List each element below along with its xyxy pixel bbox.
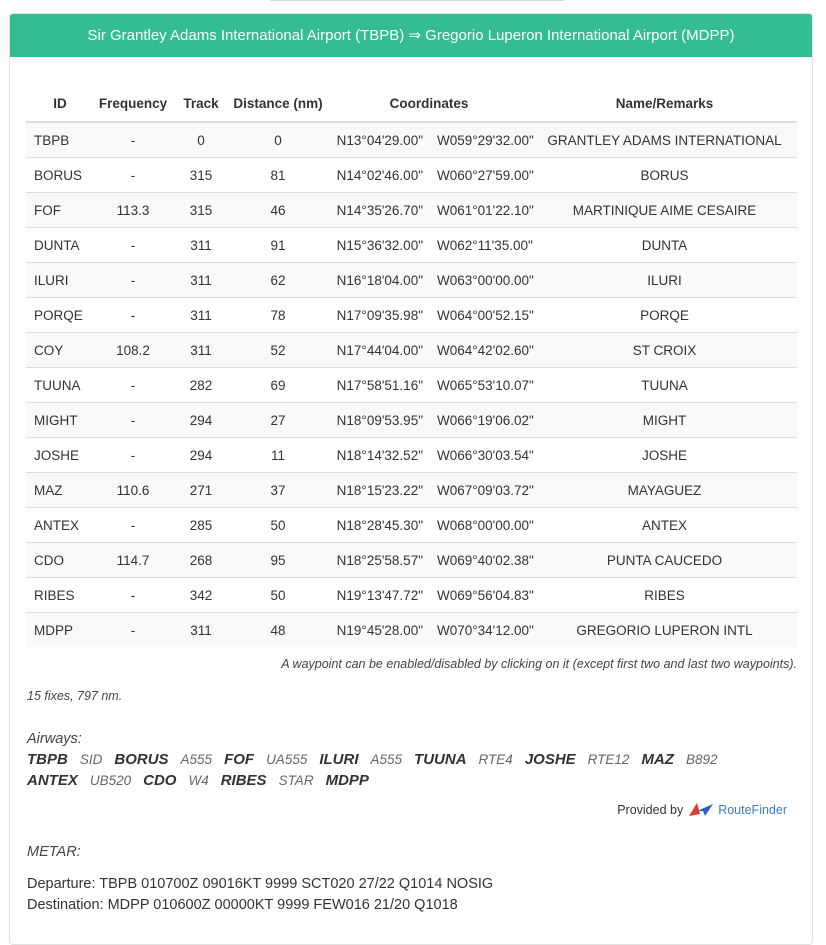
- cell-latitude: N14°02'46.00": [326, 158, 430, 193]
- airway-waypoint: MAZ: [641, 751, 674, 768]
- cell-id: MIGHT: [26, 403, 94, 438]
- top-divider: [270, 0, 564, 1]
- waypoint-row[interactable]: [26, 122, 797, 158]
- cell-longitude: W067°09'03.72": [430, 473, 532, 508]
- cell-latitude: N18°28'45.30": [326, 508, 430, 543]
- cell-frequency: -: [94, 578, 172, 613]
- airway-waypoint: CDO: [143, 772, 177, 789]
- cell-id: PORQE: [26, 298, 94, 333]
- cell-latitude: N17°58'51.16": [326, 368, 430, 403]
- cell-frequency: -: [94, 228, 172, 263]
- cell-track: 294: [172, 403, 230, 438]
- cell-name-remarks: GRANTLEY ADAMS INTERNATIONAL: [532, 122, 797, 158]
- route-title: Sir Grantley Adams International Airport (TBPB) ⇒ Gregorio Luperon International Airport (MDPP): [10, 14, 812, 57]
- cell-track: 285: [172, 508, 230, 543]
- cell-longitude: W064°00'52.15": [430, 298, 532, 333]
- cell-latitude: N15°36'32.00": [326, 228, 430, 263]
- airway-segment: W4: [188, 773, 209, 788]
- cell-distance: 52: [230, 333, 326, 368]
- cell-track: 282: [172, 368, 230, 403]
- route-panel: [9, 13, 813, 945]
- metar-departure: Departure: TBPB 010700Z 09016KT 9999 SCT020 27/22 Q1014 NOSIG: [27, 876, 494, 892]
- airway-segment: RTE4: [478, 752, 513, 767]
- airway-waypoint: MDPP: [325, 772, 369, 789]
- cell-name-remarks: MARTINIQUE AIME CESAIRE: [532, 193, 797, 228]
- cell-name-remarks: TUUNA: [532, 368, 797, 403]
- cell-longitude: W060°27'59.00": [430, 158, 532, 193]
- cell-id: MDPP: [26, 613, 94, 648]
- cell-id: TUUNA: [26, 368, 94, 403]
- waypoint-row[interactable]: [26, 508, 797, 543]
- cell-distance: 78: [230, 298, 326, 333]
- cell-name-remarks: DUNTA: [532, 228, 797, 263]
- cell-id: JOSHE: [26, 438, 94, 473]
- waypoint-row[interactable]: [26, 298, 797, 333]
- column-header-distance: Distance (nm): [230, 86, 326, 122]
- cell-distance: 37: [230, 473, 326, 508]
- cell-longitude: W064°42'02.60": [430, 333, 532, 368]
- cell-distance: 11: [230, 438, 326, 473]
- airway-segment: STAR: [278, 773, 314, 788]
- column-header-id: ID: [26, 86, 94, 122]
- airway-segment: A555: [370, 752, 403, 767]
- cell-distance: 81: [230, 158, 326, 193]
- cell-distance: 27: [230, 403, 326, 438]
- airway-waypoint: JOSHE: [524, 751, 576, 768]
- cell-latitude: N18°25'58.57": [326, 543, 430, 578]
- cell-longitude: W063°00'00.00": [430, 263, 532, 298]
- cell-latitude: N17°44'04.00": [326, 333, 430, 368]
- column-header-track: Track: [172, 86, 230, 122]
- cell-latitude: N16°18'04.00": [326, 263, 430, 298]
- cell-distance: 62: [230, 263, 326, 298]
- cell-track: 271: [172, 473, 230, 508]
- cell-frequency: -: [94, 298, 172, 333]
- waypoint-row[interactable]: [26, 403, 797, 438]
- cell-track: 311: [172, 333, 230, 368]
- cell-name-remarks: MIGHT: [532, 403, 797, 438]
- airway-waypoint: BORUS: [114, 751, 169, 768]
- cell-name-remarks: JOSHE: [532, 438, 797, 473]
- cell-id: BORUS: [26, 158, 94, 193]
- waypoint-row[interactable]: [26, 473, 797, 508]
- cell-id: FOF: [26, 193, 94, 228]
- waypoint-row[interactable]: [26, 158, 797, 193]
- cell-id: RIBES: [26, 578, 94, 613]
- cell-id: COY: [26, 333, 94, 368]
- cell-latitude: N18°09'53.95": [326, 403, 430, 438]
- airways-label: Airways:: [27, 731, 82, 747]
- cell-track: 315: [172, 193, 230, 228]
- cell-frequency: -: [94, 613, 172, 648]
- airway-waypoint: RIBES: [220, 772, 267, 789]
- airway-segment: UB520: [89, 773, 132, 788]
- routefinder-link[interactable]: RouteFinder: [718, 803, 787, 817]
- airway-waypoint: ILURI: [319, 751, 359, 768]
- cell-track: 311: [172, 228, 230, 263]
- cell-id: DUNTA: [26, 228, 94, 263]
- airway-segment: SID: [79, 752, 103, 767]
- cell-frequency: -: [94, 438, 172, 473]
- waypoint-row[interactable]: [26, 263, 797, 298]
- cell-name-remarks: ILURI: [532, 263, 797, 298]
- waypoint-toggle-note: A waypoint can be enabled/disabled by clicking on it (except first two and last two waypoints).: [281, 657, 797, 671]
- cell-distance: 50: [230, 508, 326, 543]
- cell-frequency: -: [94, 263, 172, 298]
- cell-frequency: 113.3: [94, 193, 172, 228]
- cell-latitude: N18°15'23.22": [326, 473, 430, 508]
- cell-name-remarks: MAYAGUEZ: [532, 473, 797, 508]
- column-header-frequency: Frequency: [94, 86, 172, 122]
- waypoint-row[interactable]: [26, 578, 797, 613]
- cell-longitude: W061°01'22.10": [430, 193, 532, 228]
- cell-longitude: W065°53'10.07": [430, 368, 532, 403]
- cell-frequency: -: [94, 158, 172, 193]
- cell-latitude: N13°04'29.00": [326, 122, 430, 158]
- cell-distance: 69: [230, 368, 326, 403]
- cell-frequency: -: [94, 403, 172, 438]
- cell-name-remarks: PORQE: [532, 298, 797, 333]
- cell-name-remarks: ST CROIX: [532, 333, 797, 368]
- cell-longitude: W070°34'12.00": [430, 613, 532, 648]
- waypoint-row[interactable]: [26, 368, 797, 403]
- cell-track: 268: [172, 543, 230, 578]
- airway-segment: RTE12: [587, 752, 630, 767]
- cell-id: ANTEX: [26, 508, 94, 543]
- cell-track: 311: [172, 298, 230, 333]
- airway-waypoint: TBPB: [27, 751, 68, 768]
- airway-segment: B892: [685, 752, 718, 767]
- cell-distance: 50: [230, 578, 326, 613]
- routefinder-logo-icon[interactable]: [688, 802, 714, 818]
- cell-latitude: N18°14'32.52": [326, 438, 430, 473]
- cell-frequency: -: [94, 368, 172, 403]
- cell-latitude: N19°13'47.72": [326, 578, 430, 613]
- airway-waypoint: TUUNA: [414, 751, 467, 768]
- cell-track: 342: [172, 578, 230, 613]
- provided-by-credit: [617, 802, 787, 818]
- cell-track: 0: [172, 122, 230, 158]
- airways-route-line-2: [27, 772, 807, 790]
- cell-id: TBPB: [26, 122, 94, 158]
- cell-longitude: W059°29'32.00": [430, 122, 532, 158]
- table-header-row: [26, 86, 797, 122]
- cell-frequency: 114.7: [94, 543, 172, 578]
- waypoint-row[interactable]: [26, 228, 797, 263]
- cell-distance: 48: [230, 613, 326, 648]
- route-summary: 15 fixes, 797 nm.: [27, 689, 123, 703]
- cell-longitude: W069°56'04.83": [430, 578, 532, 613]
- cell-distance: 46: [230, 193, 326, 228]
- cell-latitude: N14°35'26.70": [326, 193, 430, 228]
- cell-name-remarks: RIBES: [532, 578, 797, 613]
- cell-longitude: W068°00'00.00": [430, 508, 532, 543]
- route-table: [26, 86, 797, 647]
- airway-waypoint: FOF: [224, 751, 255, 768]
- cell-latitude: N19°45'28.00": [326, 613, 430, 648]
- cell-track: 315: [172, 158, 230, 193]
- cell-name-remarks: BORUS: [532, 158, 797, 193]
- cell-distance: 0: [230, 122, 326, 158]
- airway-segment: A555: [180, 752, 213, 767]
- cell-name-remarks: GREGORIO LUPERON INTL: [532, 613, 797, 648]
- cell-longitude: W069°40'02.38": [430, 543, 532, 578]
- cell-distance: 91: [230, 228, 326, 263]
- waypoint-row[interactable]: [26, 438, 797, 473]
- cell-track: 311: [172, 263, 230, 298]
- cell-frequency: -: [94, 508, 172, 543]
- airway-waypoint: ANTEX: [27, 772, 78, 789]
- cell-longitude: W066°19'06.02": [430, 403, 532, 438]
- cell-longitude: W066°30'03.54": [430, 438, 532, 473]
- airway-segment: UA555: [266, 752, 308, 767]
- column-header-name-remarks: Name/Remarks: [532, 86, 797, 122]
- cell-frequency: 108.2: [94, 333, 172, 368]
- waypoint-row[interactable]: [26, 333, 797, 368]
- provided-by-label: Provided by: [617, 803, 684, 817]
- cell-name-remarks: PUNTA CAUCEDO: [532, 543, 797, 578]
- metar-destination: Destination: MDPP 010600Z 00000KT 9999 FEW016 21/20 Q1018: [27, 897, 458, 913]
- cell-latitude: N17°09'35.98": [326, 298, 430, 333]
- waypoint-row[interactable]: [26, 543, 797, 578]
- column-header-coordinates: Coordinates: [326, 86, 532, 122]
- waypoint-row[interactable]: [26, 613, 797, 648]
- cell-id: MAZ: [26, 473, 94, 508]
- cell-distance: 95: [230, 543, 326, 578]
- cell-name-remarks: ANTEX: [532, 508, 797, 543]
- cell-longitude: W062°11'35.00": [430, 228, 532, 263]
- metar-label: METAR:: [27, 844, 81, 860]
- cell-id: CDO: [26, 543, 94, 578]
- cell-track: 311: [172, 613, 230, 648]
- cell-frequency: 110.6: [94, 473, 172, 508]
- cell-id: ILURI: [26, 263, 94, 298]
- airways-route-line-1: [27, 751, 807, 769]
- waypoint-row[interactable]: [26, 193, 797, 228]
- cell-frequency: -: [94, 122, 172, 158]
- cell-track: 294: [172, 438, 230, 473]
